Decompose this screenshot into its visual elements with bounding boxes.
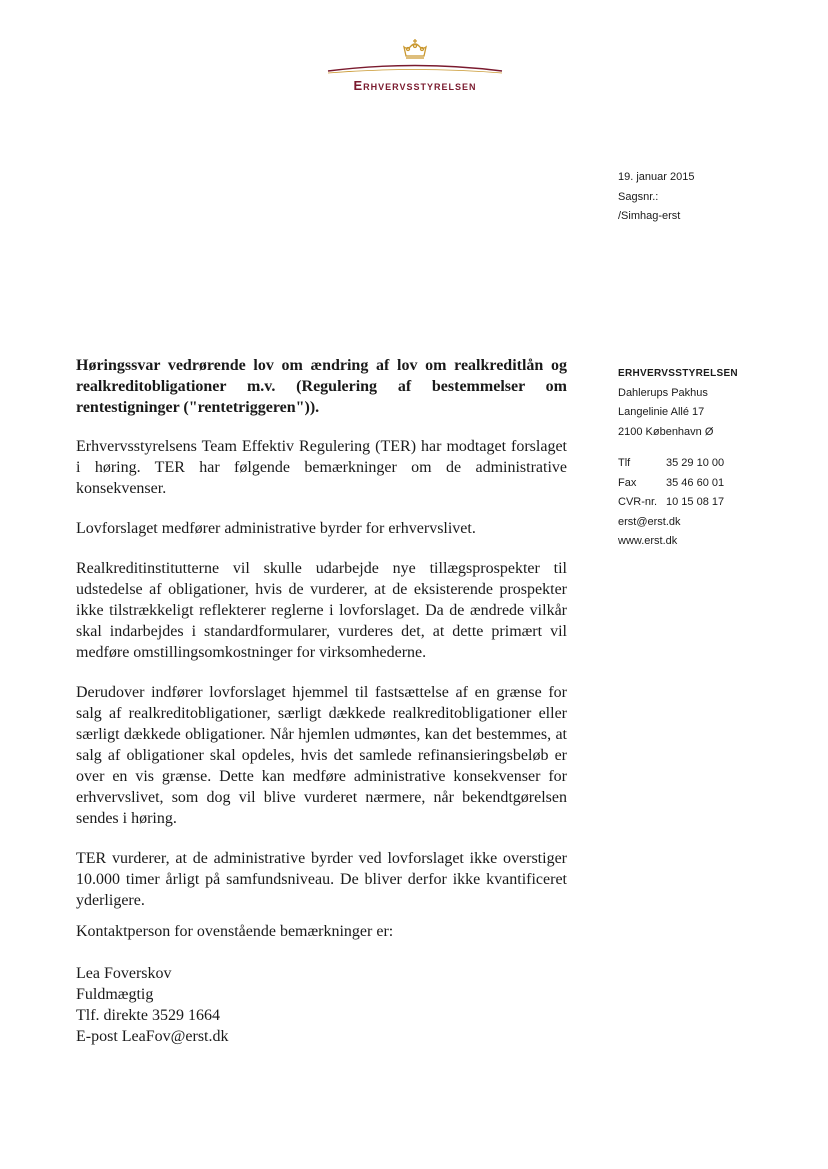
logo xyxy=(320,38,510,98)
contact-block xyxy=(76,921,393,1047)
paragraph: TER vurderer, at de administrative byrder ved lovforslaget ikke overstiger 10.000 timer årligt på samfundsniveau. De bliver derfor ikke kvantificeret yderligere. xyxy=(76,850,567,909)
letter-meta xyxy=(618,168,694,227)
contact-name: Lea Foverskov xyxy=(76,965,172,982)
letter-title: Høringssvar vedrørende lov om ændring af lov om realkreditlån og realkreditobligationer m.v. (Regulering af bestemmelser om rentestigninger ("rentetriggeren")). xyxy=(76,357,567,416)
paragraph: Erhvervsstyrelsens Team Effektiv Regulering (TER) har modtaget forslaget i høring. TER har følgende bemærkninger om de administrative konsekvenser. xyxy=(76,438,567,497)
fax-value: 35 46 60 01 xyxy=(666,476,725,489)
fax-row xyxy=(618,474,738,494)
paragraph: Realkreditinstitutterne vil skulle udarbejde nye tillægsprospekter til udstedelse af obligationer, hvis de vurderer, at de eksisterende prospekter ikke tilstrækkeligt reflekterer reglerne i lovforslaget. Da de ændrede vilkår skal indarbejdes i standardformularer, vurderes det, at dette primært vil medføre omstillingsomkostninger for virksomhederne. xyxy=(76,560,567,661)
reference: /Simhag-erst xyxy=(618,210,681,222)
contact-email: E-post LeaFov@erst.dk xyxy=(76,1028,229,1045)
phone-label: Tlf xyxy=(618,457,631,469)
paragraph: Derudover indfører lovforslaget hjemmel til fastsættelse af en grænse for salg af realkreditobligationer, særligt dækkede realkreditobligationer eller særligt dækkede obligationer. Når hjemlen udmøntes, kan det bestemmes, at salg af obligationer skal opdeles, hvis det samlede refinansieringsbeløb er over en vis grænse. Dette kan medføre administrative konsekvenser for erhvervslivet, som dog vil blive vurderet nærmere, når bekendtgørelsen sendes i høring. xyxy=(76,684,567,827)
phone-row xyxy=(618,454,738,474)
fax-label: Fax xyxy=(618,476,637,489)
contact-phone: Tlf. direkte 3529 1664 xyxy=(76,1007,220,1024)
sender-org: ERHVERVSSTYRELSEN xyxy=(618,368,738,379)
case-number: Sagsnr.: xyxy=(618,190,659,203)
cvr-value: 10 15 08 17 xyxy=(666,496,725,508)
letter-body xyxy=(76,355,567,930)
address-line: 2100 København Ø xyxy=(618,425,714,438)
contact-role: Fuldmægtig xyxy=(76,986,154,1003)
sender-website: www.erst.dk xyxy=(618,535,678,547)
contact-lead: Kontaktperson for ovenstående bemærkninger er: xyxy=(76,923,394,940)
cvr-label: CVR-nr. xyxy=(618,496,658,508)
letter-date: 19. januar 2015 xyxy=(618,171,695,183)
paragraph: Lovforslaget medfører administrative byrder for erhvervslivet. xyxy=(76,520,476,537)
cvr-row xyxy=(618,493,738,513)
org-wordmark: Erhvervsstyrelsen xyxy=(353,78,477,93)
phone-value: 35 29 10 00 xyxy=(666,457,725,469)
address-line: Langelinie Allé 17 xyxy=(618,406,705,418)
address-line: Dahlerups Pakhus xyxy=(618,386,708,399)
sender-email: erst@erst.dk xyxy=(618,515,681,528)
crown-icon xyxy=(320,38,510,78)
sender-info xyxy=(618,364,738,552)
